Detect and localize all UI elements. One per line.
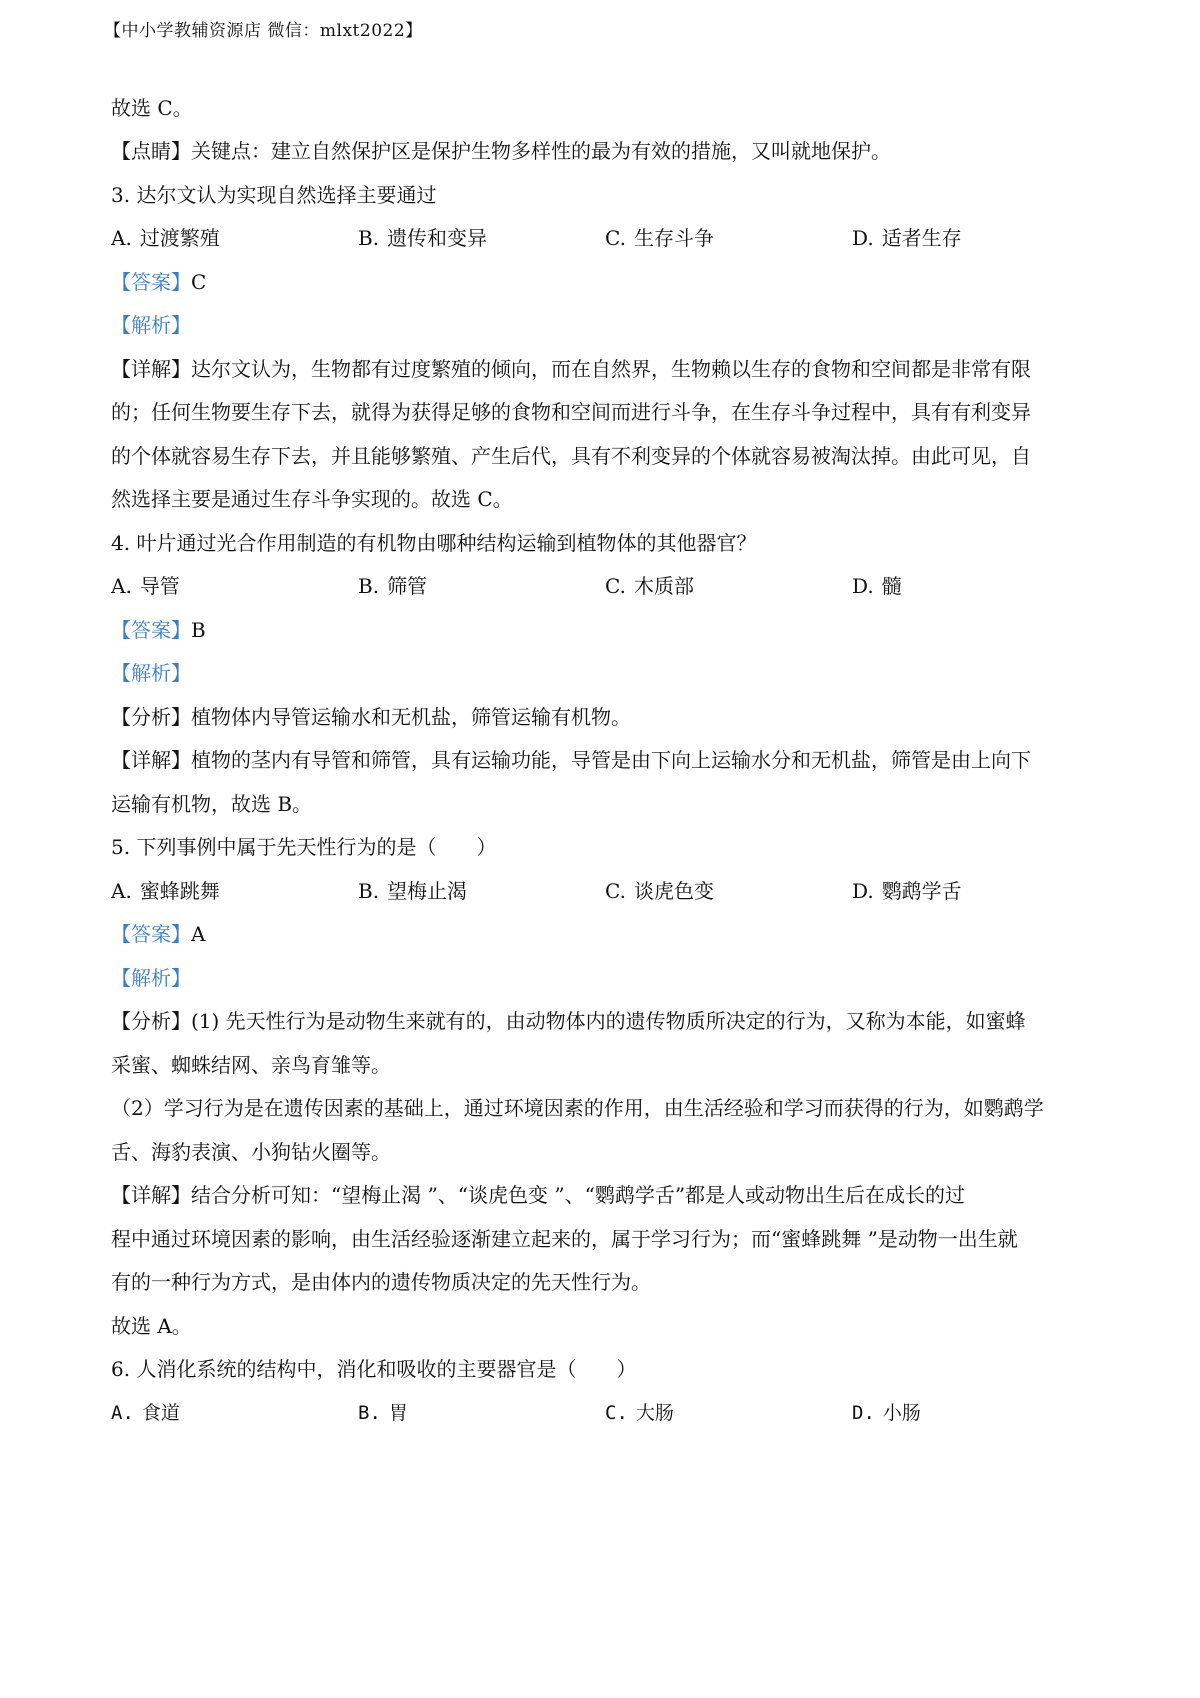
page-header: 【中小学教辅资源店 微信：mlxt2022】 (104, 21, 423, 41)
answer-tag: 【答案】 (111, 922, 191, 946)
option-a: A. 蜜蜂跳舞 (111, 879, 220, 903)
analysis-tag: 【解析】 (111, 313, 191, 337)
answer-value: C (191, 270, 207, 294)
analysis-line: （2）学习行为是在遗传因素的基础上，通过环境因素的作用，由生活经验和学习而获得的行为，如鹦鹉学 (111, 1096, 1044, 1120)
option-d: D. 髓 (852, 574, 902, 598)
detail-line: 运输有机物，故选 B。 (111, 792, 313, 816)
detail-line: 【详解】结合分析可知：“望梅止渴 ”、“谈虎色变 ”、“鹦鹉学舌”都是人或动物出生后在成长的过 (111, 1183, 966, 1207)
option-a: A. 食道 (111, 1402, 180, 1424)
answer-value: B (191, 618, 206, 642)
option-c: C. 大肠 (605, 1402, 674, 1424)
option-b: B. 胃 (358, 1402, 408, 1424)
analysis-tag: 【解析】 (111, 661, 191, 685)
analysis-line: 采蜜、蜘蛛结网、亲鸟育雏等。 (111, 1053, 391, 1077)
question-3-stem: 3. 达尔文认为实现自然选择主要通过 (111, 183, 437, 207)
detail-line: 【详解】达尔文认为，生物都有过度繁殖的倾向，而在自然界，生物赖以生存的食物和空间都是非常有限 (111, 357, 1031, 381)
option-a: A. 导管 (111, 574, 180, 598)
detail-line: 的；任何生物要生存下去，就得为获得足够的食物和空间而进行斗争，在生存斗争过程中，具有有利变异 (111, 400, 1031, 424)
analysis-line: 【分析】植物体内导管运输水和无机盐，筛管运输有机物。 (111, 705, 631, 729)
answer-value: A (191, 922, 206, 946)
detail-line: 的个体就容易生存下去，并且能够繁殖、产生后代，具有不利变异的个体就容易被淘汰掉。由此可见，自 (111, 444, 1031, 468)
analysis-tag: 【解析】 (111, 966, 191, 990)
option-d: D. 小肠 (852, 1402, 921, 1424)
conclusion-line: 故选 A。 (111, 1314, 192, 1338)
answer-line (111, 922, 1099, 946)
option-b: B. 望梅止渴 (358, 879, 468, 903)
analysis-line: 舌、海豹表演、小狗钻火圈等。 (111, 1140, 391, 1164)
option-c: C. 生存斗争 (605, 226, 714, 250)
option-a: A. 过渡繁殖 (111, 226, 220, 250)
option-b: B. 筛管 (358, 574, 428, 598)
option-d: D. 鹦鹉学舌 (852, 879, 962, 903)
answer-line (111, 618, 1099, 642)
detail-line: 然选择主要是通过生存斗争实现的。故选 C。 (111, 487, 513, 511)
answer-tag: 【答案】 (111, 618, 191, 642)
answer-line (111, 270, 1099, 294)
option-d: D. 适者生存 (852, 226, 962, 250)
question-6-stem: 6. 人消化系统的结构中，消化和吸收的主要器官是（ ） (111, 1357, 637, 1381)
answer-tag: 【答案】 (111, 270, 191, 294)
detail-line: 【详解】植物的茎内有导管和筛管，具有运输功能，导管是由下向上运输水分和无机盐，筛管是由上向下 (111, 748, 1031, 772)
option-c: C. 谈虎色变 (605, 879, 714, 903)
text-line: 故选 C。 (111, 96, 193, 120)
question-5-stem: 5. 下列事例中属于先天性行为的是（ ） (111, 835, 497, 859)
key-point-line: 【点睛】关键点：建立自然保护区是保护生物多样性的最为有效的措施，又叫就地保护。 (111, 139, 891, 163)
option-b: B. 遗传和变异 (358, 226, 488, 250)
option-c: C. 木质部 (605, 574, 694, 598)
detail-line: 有的一种行为方式，是由体内的遗传物质决定的先天性行为。 (111, 1270, 651, 1294)
detail-line: 程中通过环境因素的影响，由生活经验逐渐建立起来的，属于学习行为；而“蜜蜂跳舞 ”是动物一出生就 (111, 1227, 1018, 1251)
question-4-stem: 4. 叶片通过光合作用制造的有机物由哪种结构运输到植物体的其他器官？ (111, 531, 757, 555)
analysis-line: 【分析】(1) 先天性行为是动物生来就有的，由动物体内的遗传物质所决定的行为，又称为本能，如蜜蜂 (111, 1009, 1026, 1033)
